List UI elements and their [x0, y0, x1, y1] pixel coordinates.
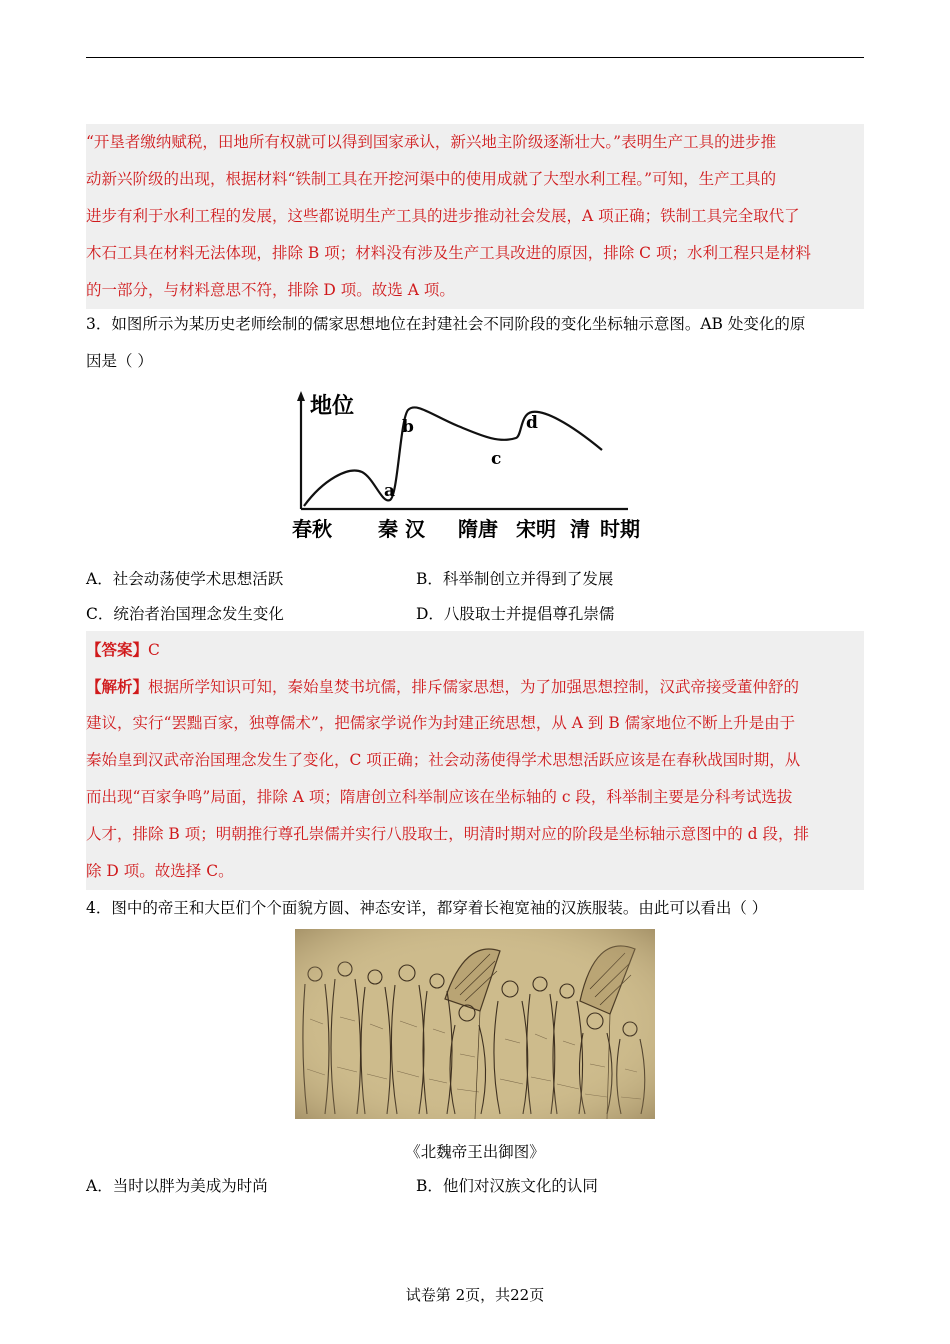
x-label-suitang: 隋唐 [458, 517, 498, 541]
analysis-line: 而出现“百家争鸣”局面，排除 A 项；隋唐创立科举制应该在坐标轴的 c 段，科举制主要是分科考试选拔 [86, 788, 793, 806]
painting-sketch [295, 929, 655, 1119]
page-footer: 试卷第 2页，共22页 [405, 1286, 545, 1304]
stem-line: 因是（ ） [86, 352, 153, 370]
y-axis-label: 地位 [310, 394, 355, 419]
status-curve [304, 407, 602, 506]
point-label-a: a [384, 481, 396, 501]
q3-option-c[interactable]: C．统治者治国理念发生变化 [86, 605, 284, 623]
answer-line [86, 631, 864, 668]
analysis-line: 动新兴阶级的出现，根据材料“铁制工具在开挖河渠中的使用成就了大型水利工程。”可知，生产工具的 [86, 170, 777, 188]
header-rule [86, 57, 864, 58]
northern-wei-emperor-procession-image [295, 929, 655, 1119]
analysis-label: 【解析】 [86, 677, 149, 696]
analysis-line: 建议，实行“罢黜百家，独尊儒术”，把儒家学说作为封建正统思想，从 A 到 B 儒家地位不断上升是由于 [86, 714, 796, 732]
q4-option-a[interactable]: A．当时以胖为美成为时尚 [86, 1177, 268, 1195]
q4-option-b[interactable]: B．他们对汉族文化的认同 [416, 1177, 598, 1195]
stem-line: 3．如图所示为某历史老师绘制的儒家思想地位在封建社会不同阶段的变化坐标轴示意图。AB 处变化的原 [86, 315, 806, 333]
q3-option-d[interactable]: D．八股取士并提倡尊孔崇儒 [416, 605, 615, 623]
analysis-line: 的一部分，与材料意思不符，排除 D 项。故选 A 项。 [86, 281, 455, 299]
answer-value: C [148, 641, 160, 659]
image-caption: 《北魏帝王出御图》 [405, 1143, 545, 1161]
analysis-line: “开垦者缴纳赋税，田地所有权就可以得到国家承认，新兴地主阶级逐渐壮大。”表明生产工具的进步推 [86, 133, 777, 151]
x-label-songming: 宋明 [516, 517, 556, 541]
stem-line: 4．图中的帝王和大臣们个个面貌方圆、神态安详，都穿着长袍宽袖的汉族服装。由此可以看出（ ） [86, 899, 768, 917]
point-label-b: b [402, 417, 414, 437]
confucianism-status-diagram [288, 388, 660, 548]
question-4-stem [86, 890, 864, 927]
analysis-line: 木石工具在材料无法体现，排除 B 项；材料没有涉及生产工具改进的原因，排除 C 项；水利工程只是材料 [86, 244, 811, 262]
y-axis-arrow [297, 391, 305, 401]
prev-analysis-block [86, 124, 864, 309]
x-label-qing: 清 [570, 517, 590, 541]
analysis-text: 根据所学知识可知，秦始皇焚书坑儒，排斥儒家思想，为了加强思想控制，汉武帝接受董仲舒的 [148, 678, 800, 696]
x-label-chunqiu: 春秋 [292, 517, 332, 541]
question-3-stem [86, 306, 864, 380]
analysis-line [86, 668, 864, 705]
q3-option-a[interactable]: A．社会动荡使学术思想活跃 [86, 570, 284, 588]
x-label-period: 时期 [600, 517, 640, 541]
analysis-line: 人才，排除 B 项；明朝推行尊孔崇儒并实行八股取士，明清时期对应的阶段是坐标轴示意图中的 d 段，排 [86, 825, 810, 843]
x-label-qinhan: 秦 汉 [378, 517, 425, 541]
q3-option-b[interactable]: B．科举制创立并得到了发展 [416, 570, 614, 588]
point-label-c: c [491, 449, 502, 469]
q3-answer-analysis [86, 631, 864, 890]
analysis-line: 进步有利于水利工程的发展，这些都说明生产工具的进步推动社会发展，A 项正确；铁制工具完全取代了 [86, 207, 800, 225]
answer-label: 【答案】 [86, 640, 149, 659]
point-label-d: d [526, 413, 538, 433]
analysis-line: 除 D 项。故选择 C。 [86, 862, 234, 880]
analysis-line: 秦始皇到汉武帝治国理念发生了变化，C 项正确；社会动荡使得学术思想活跃应该是在春秋战国时期，从 [86, 751, 801, 769]
